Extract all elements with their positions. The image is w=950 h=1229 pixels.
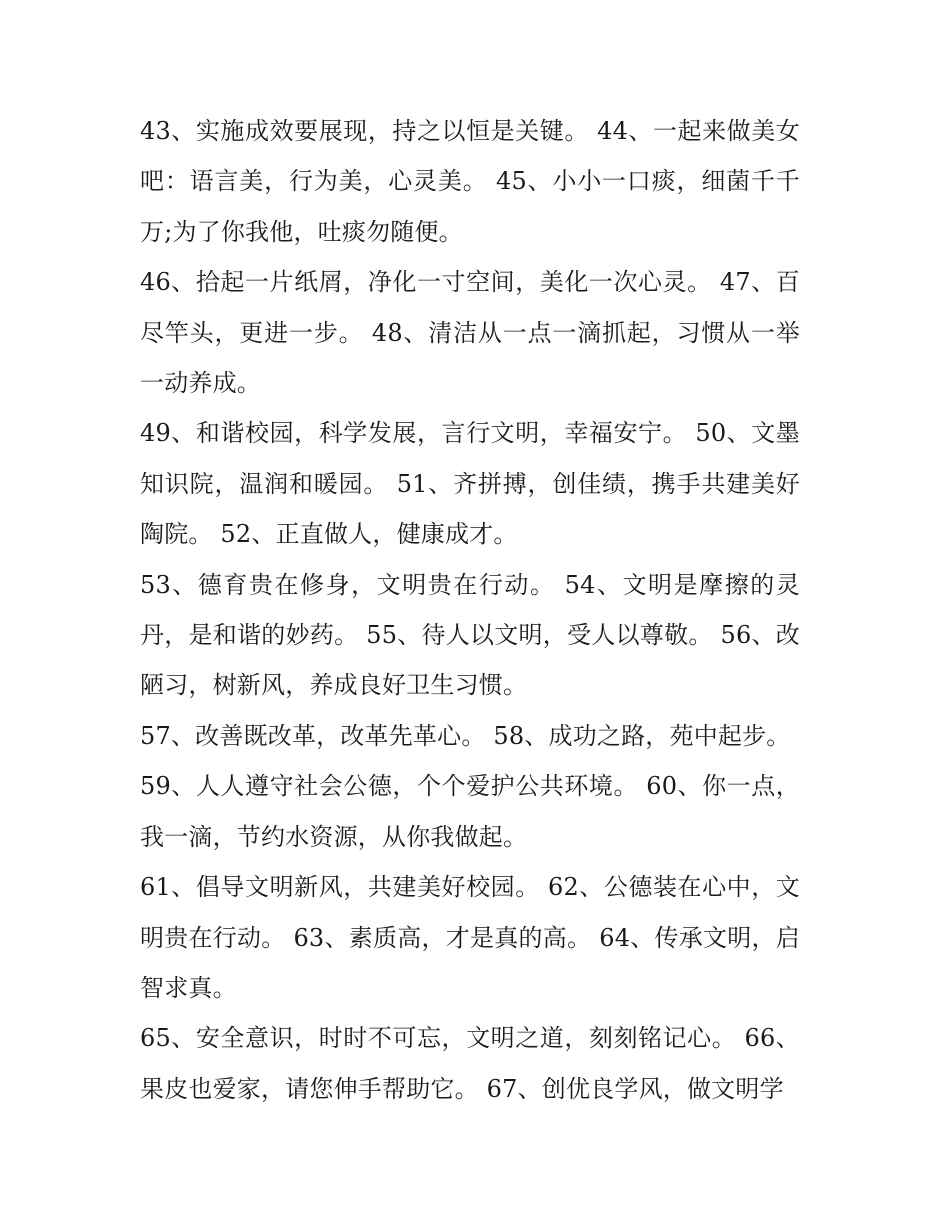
paragraph-49-52: 49、和谐校园，科学发展，言行文明，幸福安宁。 50、文墨知识院，温润和暖园。 51、齐拼搏，创佳绩，携手共建美好陶院。 52、正直做人，健康成才。 — [140, 419, 800, 549]
paragraph-57-58: 57、改善既改革，改革先革心。 58、成功之路，苑中起步。 — [140, 721, 791, 750]
paragraph-61-64: 61、倡导文明新风，共建美好校园。 62、公德装在心中，文明贵在行动。 63、素质高，才是真的高。 64、传承文明，启智求真。 — [140, 873, 800, 1002]
paragraph-59-60: 59、人人遵守社会公德，个个爱护公共环境。 60、你一点，我一滴，节约水资源，从你我做起。 — [140, 772, 800, 851]
paragraph-46-48: 46、拾起一片纸屑，净化一寸空间，美化一次心灵。 47、百尽竿头，更进一步。 48、清洁从一点一滴抓起，习惯从一举一动养成。 — [140, 268, 800, 398]
paragraph-53-56: 53、德育贵在修身，文明贵在行动。 54、文明是摩擦的灵丹，是和谐的妙药。 55、待人以文明，受人以尊敬。 56、改陋习，树新风，养成良好卫生习惯。 — [140, 570, 800, 700]
document-body — [140, 106, 800, 1114]
paragraph-43-45: 43、实施成效要展现，持之以恒是关键。 44、一起来做美女吧：语言美，行为美，心灵美。 45、小小一口痰，细菌千千万;为了你我他，吐痰勿随便。 — [140, 117, 800, 246]
paragraph-65-67: 65、安全意识，时时不可忘，文明之道，刻刻铭记心。 66、果皮也爱家，请您伸手帮助它。 67、创优良学风，做文明学 — [140, 1024, 800, 1103]
